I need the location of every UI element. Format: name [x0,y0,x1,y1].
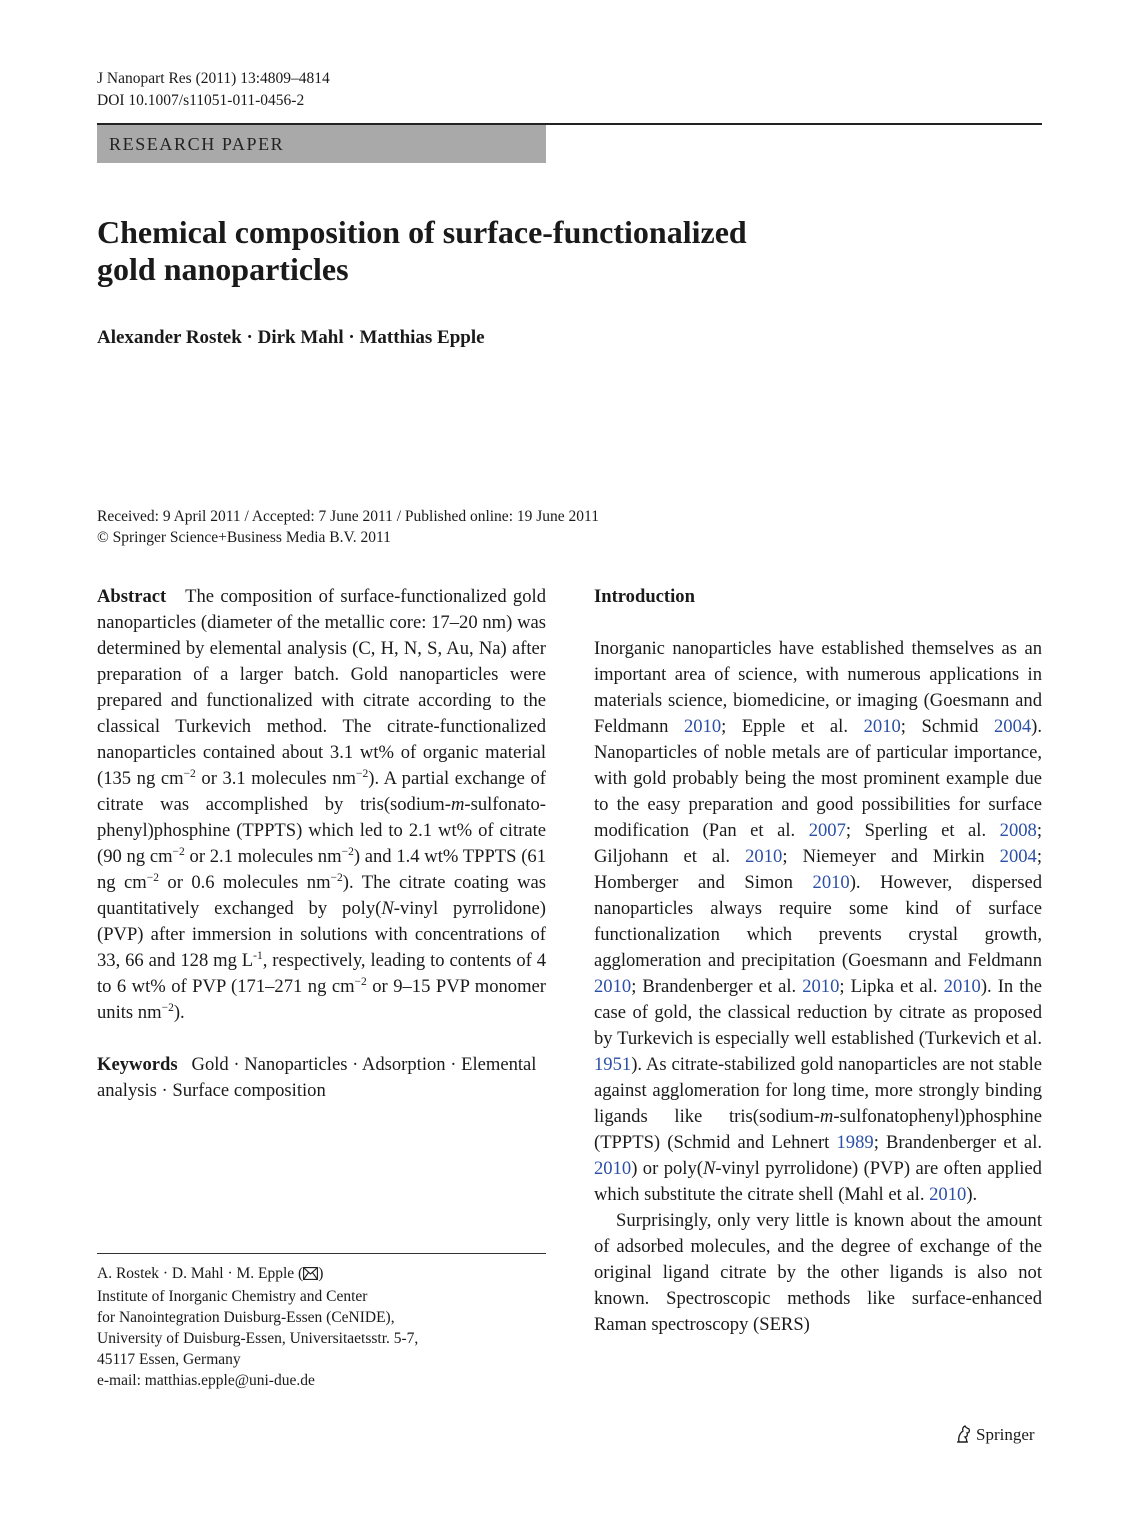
journal-line: J Nanopart Res (2011) 13:4809–4814 [97,70,330,87]
citation-link[interactable]: 2010 [943,976,981,997]
italic-text: N [702,1158,716,1179]
citation-link[interactable]: 2007 [808,820,846,841]
citation-link[interactable]: 2010 [594,1158,632,1179]
keywords-paragraph [97,1052,546,1104]
copyright-line: © Springer Science+Business Media B.V. 2011 [97,529,391,546]
citation-link[interactable]: 2008 [999,820,1037,841]
abstract-text: ) and 1.4 wt% TPPTS (61 ng cm [97,846,546,893]
citation-link[interactable]: 2010 [594,976,632,997]
doi-line: DOI 10.1007/s11051-011-0456-2 [97,92,305,109]
citation-link[interactable]: 2010 [683,716,722,737]
exponent: -1 [253,950,263,962]
body-text: ; Brandenberger et al. [873,1132,1043,1153]
abstract-text: or 9–15 PVP monomer units nm [97,976,546,1023]
citation-link[interactable]: 1951 [594,1054,632,1075]
right-column [594,584,1042,1338]
abstract-paragraph [97,584,546,1026]
body-text: ; Brandenberger et al. [631,976,803,997]
contact-email[interactable]: e-mail: matthias.epple@uni-due.de [97,1372,315,1389]
body-text: -vinyl pyrrolidone) (PVP) are often applied which substitute the citrate shell (Mahl et al. [594,1158,1042,1205]
affiliation-line: Institute of Inorganic Chemistry and Center [97,1288,368,1305]
keywords-text: Gold · Nanoparticles · Adsorption · Elemental analysis · Surface composition [97,1054,537,1101]
abstract-text: -vinyl pyrrolidone) (PVP) after immersion in solutions with concentrations of 33, 66 and 128 mg L [97,898,546,971]
citation-link[interactable]: 2004 [993,716,1032,737]
introduction-paragraph-1 [594,636,1042,1208]
exponent: −2 [330,872,343,884]
citation-link[interactable]: 2010 [745,846,783,867]
exponent: −2 [146,872,159,884]
italic-text: m [819,1106,834,1127]
springer-horse-icon [955,1425,976,1444]
body-text: ; Sperling et al. [845,820,1000,841]
citation-link[interactable]: 1989 [836,1132,874,1153]
publication-dates [97,506,599,548]
publisher-logo [955,1423,1035,1447]
body-text: Inorganic nanoparticles have established themselves as an important area of science, with numerous applications in materials science, biomedicine, or imaging (Goesmann and Feldmann [594,638,1042,737]
article-title [97,214,897,288]
abstract-text: ). The citrate coating was quantitatively exchanged by poly( [97,872,546,919]
affiliation-close: ) [318,1265,324,1282]
body-text: ; Schmid [900,716,994,737]
exponent: −2 [172,846,185,858]
abstract-text: -sulfonato-phenyl)phosphine (TPPTS) which led to 2.1 wt% of citrate (90 ng cm [97,794,546,867]
author-list: Alexander Rostek · Dirk Mahl · Matthias Epple [97,327,485,348]
exponent: −2 [341,846,354,858]
history-line: Received: 9 April 2011 / Accepted: 7 June 2011 / Published online: 19 June 2011 [97,508,599,525]
title-line-1: Chemical composition of surface-functionalized [97,214,747,250]
citation-link[interactable]: 2010 [812,872,850,893]
body-text: ). In the case of gold, the classical reduction by citrate as proposed by Turkevich is especially well established (Turkevich et al. [594,976,1042,1049]
keywords-label: Keywords [97,1054,178,1075]
abstract-text: ). [173,1002,185,1023]
introduction-paragraph-2: Surprisingly, only very little is known about the amount of adsorbed molecules, and the degree of exchange of the original ligand citrate by the other ligands is also not known. Spectroscopic methods like surface-enhanced Raman spectroscopy (SERS) [594,1210,1042,1335]
footnote-rule [97,1253,546,1254]
body-text: ). [966,1184,978,1205]
abstract-italic: N [381,898,394,919]
publisher-name: Springer [976,1425,1035,1444]
abstract-text: ). A partial exchange of citrate was accomplished by tris(sodium- [97,768,546,815]
citation-link[interactable]: 2010 [863,716,901,737]
introduction-heading: Introduction [594,586,695,607]
exponent: −2 [354,976,367,988]
body-text: ) or poly( [631,1158,703,1179]
affiliation-block [97,1263,546,1391]
body-text: ). Nanoparticles of noble metals are of particular importance, with gold probably being the most prominent example due to the easy preparation and good possibilities for surface modification (Pan et al. [594,716,1042,841]
body-text: ; Niemeyer and Mirkin [782,846,1000,867]
citation-link[interactable]: 2010 [802,976,840,997]
abstract-text: or 2.1 molecules nm [184,846,342,867]
abstract-text: or 0.6 molecules nm [158,872,331,893]
exponent: −2 [356,768,369,780]
body-text: ). As citrate-stabilized gold nanoparticles are not stable against agglomeration for long time, more strongly binding ligands like tris(sodium- [594,1054,1042,1127]
body-text: ; Homberger and Simon [594,846,1042,893]
abstract-italic: m [450,794,465,815]
title-line-2: gold nanoparticles [97,251,349,287]
journal-citation [97,68,330,112]
abstract-text: The composition of surface-functionalized gold nanoparticles (diameter of the metallic core: 17–20 nm) was determined by elemental analysis (C, H, N, S, Au, Na) after preparation of a larger batch. Gold nanoparticles were prepared and functionalized with citrate according to the classical Turkevich method. The citrate-functionalized nanoparticles contained about 3.1 wt% of organic material (135 ng cm [97,586,546,789]
body-text: ; Lipka et al. [839,976,944,997]
exponent: −2 [183,768,196,780]
left-column [97,584,546,1104]
affiliation-authors [97,1263,546,1286]
affiliation-line: University of Duisburg-Essen, Universitaetsstr. 5-7, [97,1330,419,1347]
citation-link[interactable]: 2010 [929,1184,967,1205]
exponent: −2 [161,1002,174,1014]
abstract-text: or 3.1 molecules nm [195,768,357,789]
section-banner: RESEARCH PAPER [97,125,546,163]
body-text: ). However, dispersed nanoparticles always require some kind of surface functionalization which prevents crystal growth, agglomeration and precipitation (Goesmann and Feldmann [594,872,1042,971]
body-text: -sulfonatophenyl)phosphine (TPPTS) (Schmid and Lehnert [594,1106,1042,1153]
abstract-text: , respectively, leading to contents of 4 to 6 wt% of PVP (171–271 ng cm [97,950,546,997]
affiliation-line: 45117 Essen, Germany [97,1351,241,1368]
body-text: ; Giljohann et al. [594,820,1042,867]
abstract-label: Abstract [97,586,167,607]
affiliation-line: for Nanointegration Duisburg-Essen (CeNIDE), [97,1309,395,1326]
citation-link[interactable]: 2004 [999,846,1037,867]
affiliation-names: A. Rostek · D. Mahl · M. Epple ( [97,1265,304,1282]
envelope-icon [303,1265,318,1286]
body-text: ; Epple et al. [721,716,864,737]
